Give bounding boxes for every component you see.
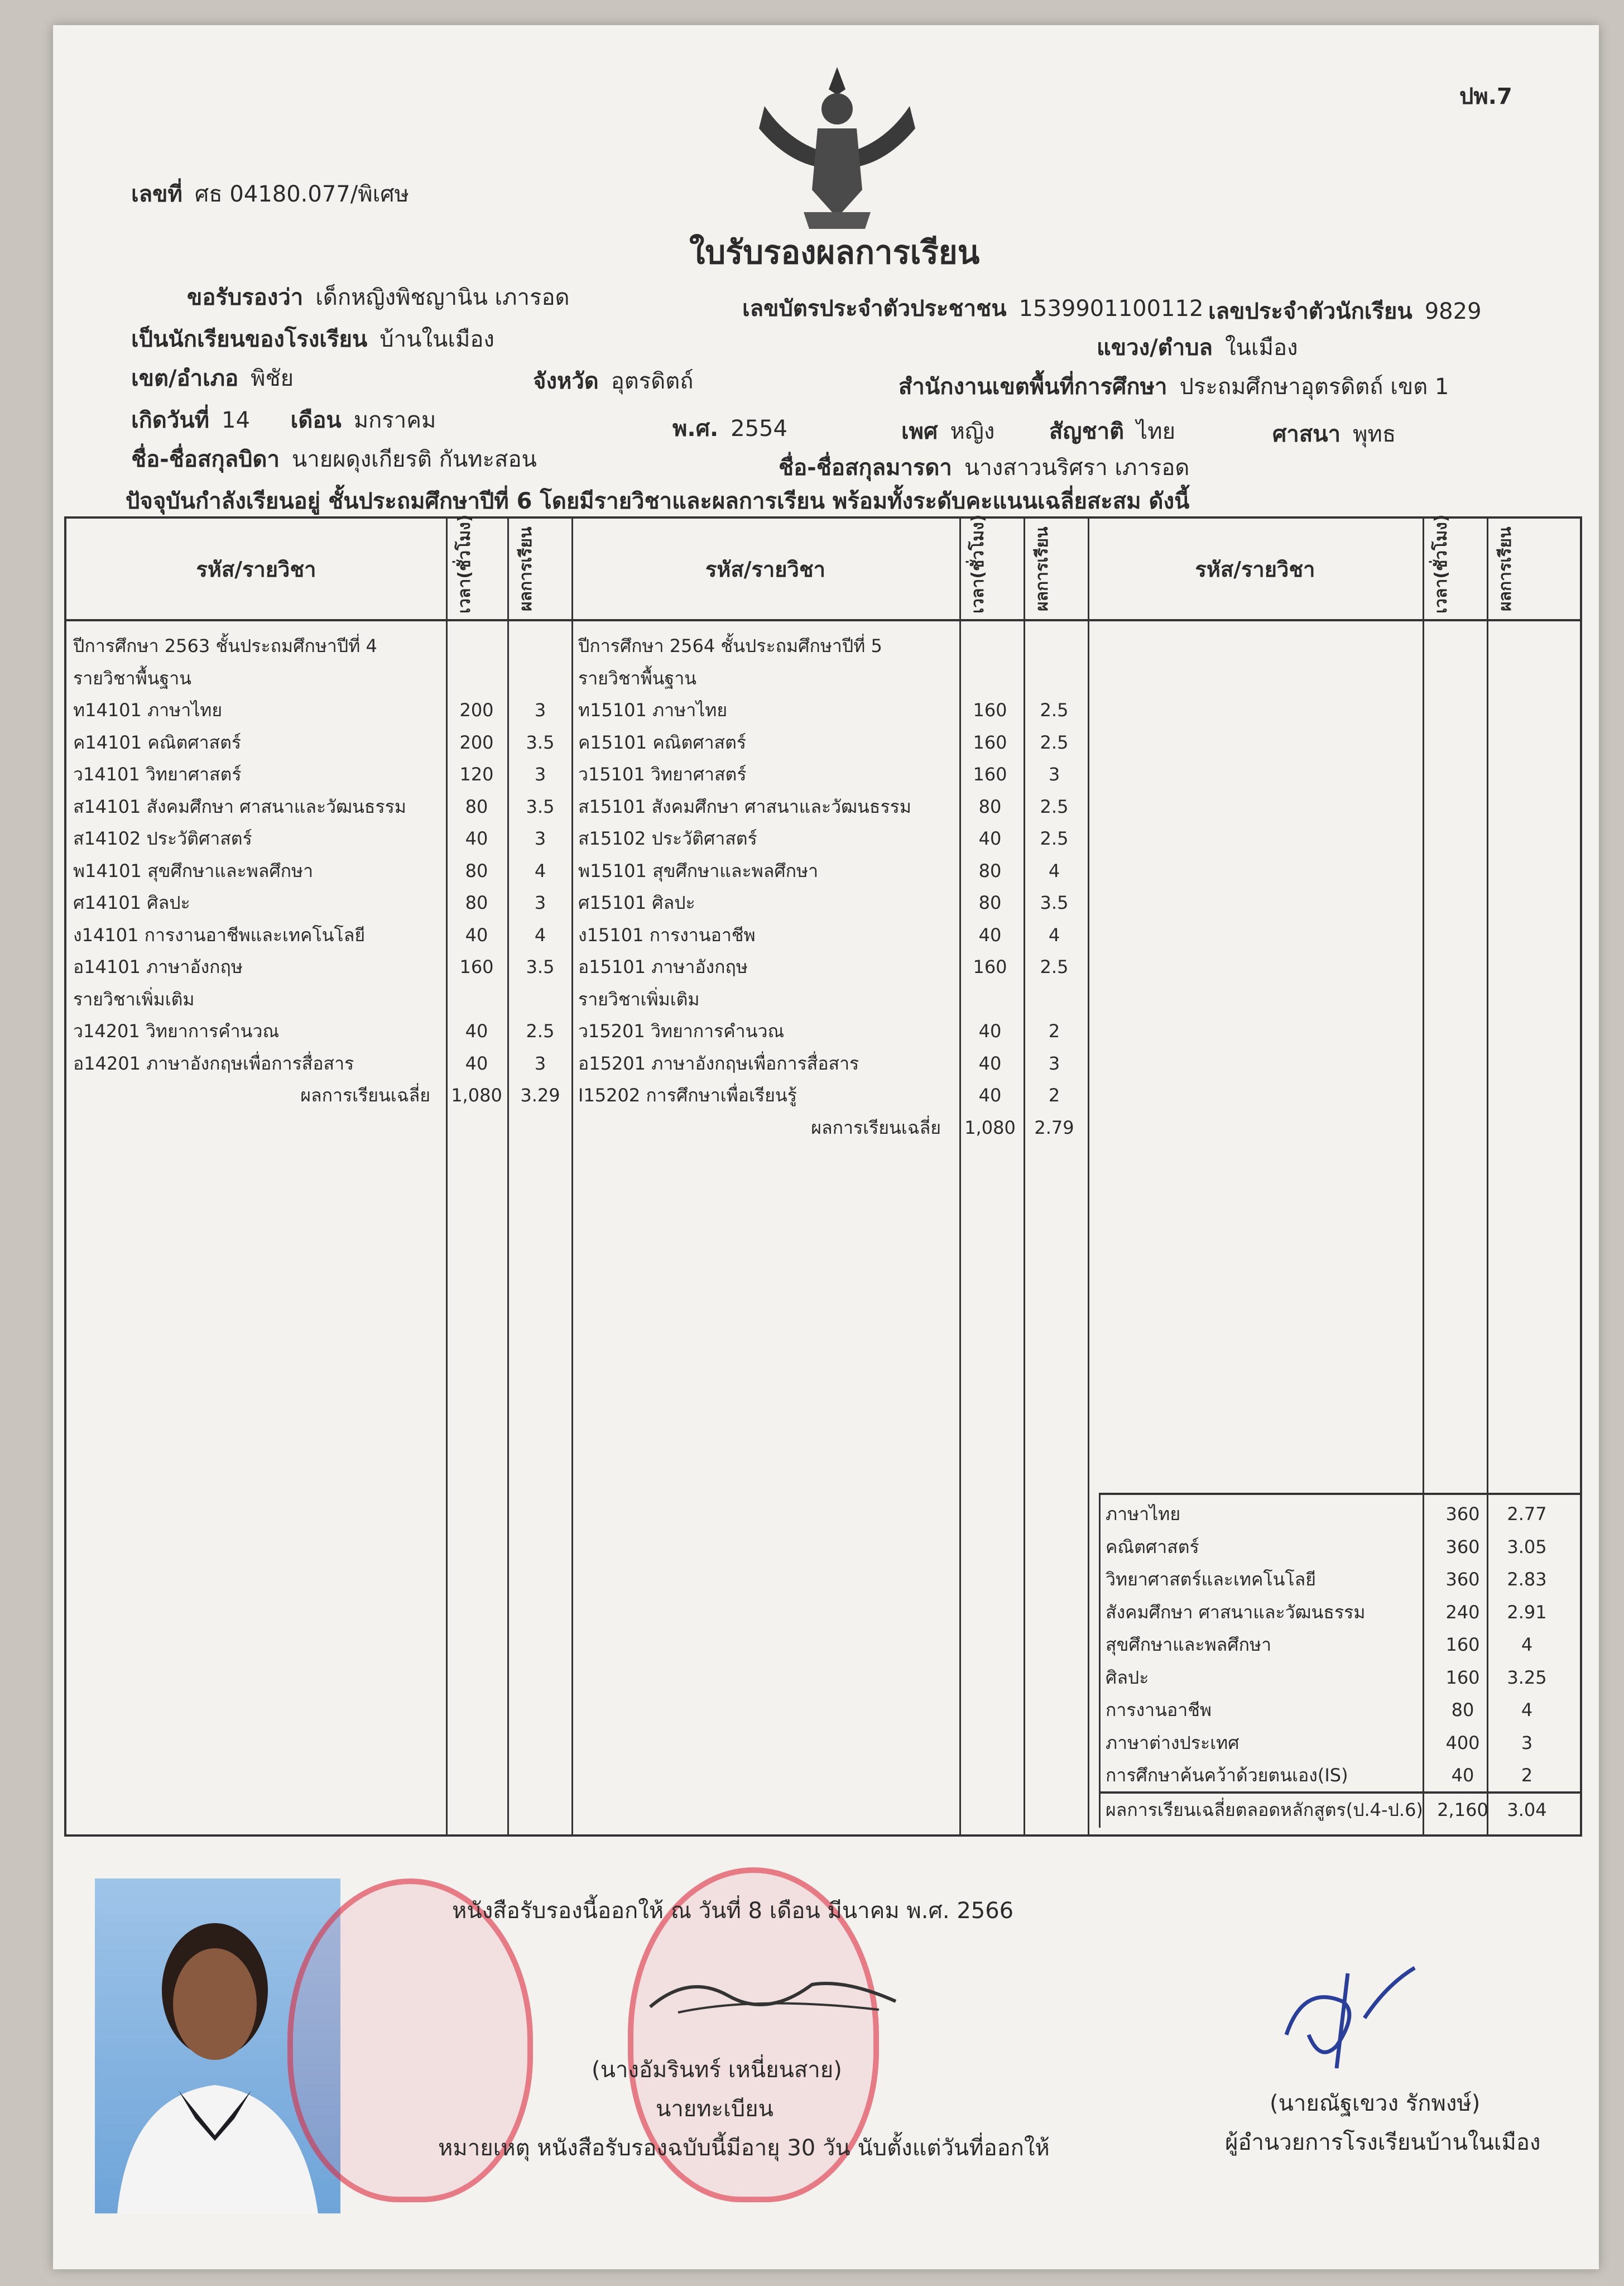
grade4-subject: ส14101 สังคมศึกษา ศาสนาและวัฒนธรรม [73, 795, 406, 817]
grade5-subject: ส15101 สังคมศึกษา ศาสนาและวัฒนธรรม [578, 795, 911, 817]
summary-subject: การศึกษาค้นคว้าด้วยตนเอง(IS) [1106, 1765, 1348, 1786]
summary-hours: 360 [1445, 1503, 1480, 1525]
grade4-subject: อ14201 ภาษาอังกฤษเพื่อการสื่อสาร [73, 1052, 354, 1074]
summary-row [1106, 1662, 1580, 1693]
overall-grade: 3.04 [1507, 1799, 1547, 1820]
grade5-grade: 2.5 [1040, 956, 1069, 977]
grade4-row [73, 855, 570, 886]
summary-grade: 3.05 [1507, 1536, 1547, 1557]
grade4-subject: อ14101 ภาษาอังกฤษ [73, 956, 243, 977]
director-name: (นายณัฐเขวง รักพงษ์) [1270, 2091, 1481, 2116]
summary-box [1099, 1493, 1582, 1828]
grade4-grade: 3.5 [526, 731, 555, 753]
overall-average-row [1106, 1794, 1580, 1825]
grade4-row [73, 984, 570, 1015]
registrar-signature-icon [645, 1962, 901, 2024]
grade4-subject: ว14201 วิทยาการคำนวณ [73, 1020, 280, 1042]
grade5-row [578, 887, 1080, 918]
current-status-text: ปัจจุบันกำลังเรียนอยู่ ชั้นประถมศึกษาปีที่ 6 โดยมีรายวิชาและผลการเรียน พร้อมทั้งระดับคะแนนเฉลี่ยสะสม ดังนี้ [126, 488, 1190, 514]
summary-subject: การงานอาชีพ [1106, 1699, 1212, 1721]
grade5-row [578, 727, 1080, 758]
grade5-grade: 2.5 [1040, 828, 1069, 849]
grade4-hours: 40 [465, 828, 488, 849]
sex: เพศ หญิง [901, 419, 995, 444]
col3-grade-header: ผลการเรียน [1496, 526, 1515, 611]
grade5-grade: 3 [1048, 764, 1060, 785]
grade5-grade: 2.79 [1034, 1116, 1074, 1138]
certificate-paper [53, 25, 1599, 2269]
grade5-subject: ปีการศึกษา 2564 ชั้นประถมศึกษาปีที่ 5 [578, 635, 882, 656]
id-card: เลขบัตรประจำตัวประชาชน 1539901100112 [742, 296, 1204, 322]
grade5-row [578, 823, 1080, 854]
grade4-grade: 3 [534, 828, 546, 849]
registrar-name: (นางอัมรินทร์ เหนี่ยนสาย) [592, 2057, 842, 2083]
summary-row [1106, 1760, 1580, 1791]
grade5-hours: 80 [978, 892, 1002, 913]
grade5-row [578, 759, 1080, 790]
grade4-row [73, 630, 570, 662]
col3-subject-header: รหัส/รายวิชา [1195, 557, 1315, 582]
subdistrict: แขวง/ตำบล ในเมือง [1097, 335, 1298, 361]
grade5-row [578, 919, 1080, 951]
grade5-row [578, 1048, 1080, 1079]
summary-subject: สุขศึกษาและพลศึกษา [1106, 1634, 1272, 1655]
grade4-row [73, 663, 570, 694]
grade4-row [73, 791, 570, 822]
grade4-grade: 3 [534, 764, 546, 785]
grade5-hours: 40 [978, 1085, 1002, 1106]
grade5-subject: อ15101 ภาษาอังกฤษ [578, 956, 748, 977]
grade4-subject: รายวิชาพื้นฐาน [73, 667, 192, 689]
grade5-subject: รายวิชาพื้นฐาน [578, 667, 697, 689]
grade5-grade: 3 [1048, 1052, 1060, 1074]
grade5-hours: 40 [978, 1052, 1002, 1074]
grade5-hours: 80 [978, 860, 1002, 881]
grade4-row [73, 694, 570, 726]
grade5-hours: 80 [978, 795, 1002, 817]
summary-subject: วิทยาศาสตร์และเทคโนโลยี [1106, 1569, 1317, 1590]
grade5-subject: I15202 การศึกษาเพื่อเรียนรู้ [578, 1085, 797, 1106]
grade5-subject: ว15101 วิทยาศาสตร์ [578, 764, 747, 785]
grade5-subject: อ15201 ภาษาอังกฤษเพื่อการสื่อสาร [578, 1052, 859, 1074]
grade4-grade: 3 [534, 1052, 546, 1074]
student-id: เลขประจำตัวนักเรียน 9829 [1208, 299, 1482, 324]
document-number: เลขที่ ศธ 04180.077/พิเศษ [131, 181, 410, 207]
grade4-grade: 3 [534, 892, 546, 913]
grade5-row [578, 855, 1080, 886]
grade4-row [73, 1080, 570, 1111]
grade5-grade: 4 [1048, 924, 1060, 946]
summary-hours: 360 [1445, 1536, 1480, 1557]
summary-subject: ภาษาต่างประเทศ [1106, 1732, 1239, 1753]
grade5-row [578, 663, 1080, 694]
overall-average-label: ผลการเรียนเฉลี่ยตลอดหลักสูตร(ป.4-ป.6) [1106, 1799, 1423, 1820]
grade4-row [73, 1015, 570, 1047]
grade4-hours: 80 [465, 795, 488, 817]
grade4-row [73, 951, 570, 983]
grade4-grade: 3 [534, 699, 546, 721]
grade4-hours: 40 [465, 1052, 488, 1074]
grade4-row [73, 823, 570, 854]
grade4-hours: 40 [465, 924, 488, 946]
grade4-hours: 120 [459, 764, 494, 785]
summary-row [1106, 1597, 1580, 1628]
grade4-grade: 3.5 [526, 956, 555, 977]
overall-hours: 2,160 [1437, 1799, 1488, 1820]
grade5-subject: ศ15101 ศิลปะ [578, 892, 695, 913]
grade5-subject: รายวิชาเพิ่มเติม [578, 988, 700, 1010]
province: จังหวัด อุตรดิตถ์ [533, 368, 694, 394]
grade5-hours: 40 [978, 1020, 1002, 1042]
summary-hours: 160 [1445, 1634, 1480, 1655]
grade5-subject: พ15101 สุขศึกษาและพลศึกษา [578, 860, 819, 881]
grade5-row [578, 1080, 1080, 1111]
summary-grade: 2.83 [1507, 1569, 1547, 1590]
summary-subject: ศิลปะ [1106, 1666, 1149, 1688]
director-title: ผู้อำนวยการโรงเรียนบ้านในเมือง [1225, 2130, 1541, 2155]
grade5-subject: ง15101 การงานอาชีพ [578, 924, 756, 946]
birth-year: พ.ศ. 2554 [672, 416, 787, 442]
summary-row [1106, 1727, 1580, 1758]
grade5-subject: ผลการเรียนเฉลี่ย [811, 1116, 941, 1138]
grade5-grade: 2.5 [1040, 699, 1069, 721]
registrar-title: นายทะเบียน [656, 2096, 773, 2122]
grade5-grade: 4 [1048, 860, 1060, 881]
grade5-grade: 2 [1048, 1085, 1060, 1106]
grade4-row [73, 1048, 570, 1079]
grade4-hours: 200 [459, 699, 494, 721]
col1-subject-header: รหัส/รายวิชา [196, 557, 316, 582]
summary-row [1106, 1564, 1580, 1595]
summary-row [1106, 1498, 1580, 1530]
religion: ศาสนา พุทธ [1272, 421, 1396, 447]
grade4-row [73, 887, 570, 918]
summary-row [1106, 1531, 1580, 1563]
garuda-emblem-icon [753, 56, 921, 234]
grade4-subject: ว14101 วิทยาศาสตร์ [73, 764, 242, 785]
page-title: ใบรับรองผลการเรียน [689, 233, 980, 271]
grade5-hours: 40 [978, 924, 1002, 946]
summary-hours: 80 [1451, 1699, 1474, 1721]
birth-date: เกิดวันที่ 14 เดือน มกราคม [131, 408, 436, 433]
grade4-grade: 4 [534, 924, 546, 946]
grade5-row [578, 694, 1080, 726]
summary-grade: 4 [1521, 1634, 1533, 1655]
grade5-row [578, 984, 1080, 1015]
grade5-subject: ท15101 ภาษาไทย [578, 699, 728, 721]
col2-grade-header: ผลการเรียน [1032, 526, 1052, 611]
issue-date: หนังสือรับรองนี้ออกให้ ณ วันที่ 8 เดือน มีนาคม พ.ศ. 2566 [452, 1898, 1014, 1924]
validity-note: หมายเหตุ หนังสือรับรองฉบับนี้มีอายุ 30 วัน นับตั้งแต่วันที่ออกให้ [438, 2135, 1050, 2161]
mother-name: ชื่อ-ชื่อสกุลมารดา นางสาวนริศรา เภารอด [779, 455, 1190, 481]
summary-grade: 4 [1521, 1699, 1533, 1721]
grade5-grade: 3.5 [1040, 892, 1069, 913]
grade4-grade: 3.29 [520, 1085, 560, 1106]
grade5-subject: ส15102 ประวัติศาสตร์ [578, 828, 757, 849]
grade4-hours: 160 [459, 956, 494, 977]
summary-grade: 2.91 [1507, 1601, 1547, 1623]
grade5-hours: 40 [978, 828, 1002, 849]
grade4-hours: 40 [465, 1020, 488, 1042]
grade4-row [73, 759, 570, 790]
grade5-grade: 2.5 [1040, 795, 1069, 817]
summary-subject: สังคมศึกษา ศาสนาและวัฒนธรรม [1106, 1601, 1366, 1623]
summary-grade: 2.77 [1507, 1503, 1547, 1525]
grade5-row [578, 951, 1080, 983]
col2-subject-header: รหัส/รายวิชา [705, 557, 825, 582]
summary-hours: 360 [1445, 1569, 1480, 1590]
summary-row [1106, 1694, 1580, 1726]
grade5-hours: 160 [973, 956, 1007, 977]
summary-hours: 160 [1445, 1666, 1480, 1688]
col2-hours-header: เวลา(ชั่วโมง) [968, 514, 988, 614]
grade5-row [578, 791, 1080, 822]
grade4-row [73, 919, 570, 951]
grade5-subject: ค15101 คณิตศาสตร์ [578, 731, 747, 753]
district: เขต/อำเภอ พิชัย [131, 366, 294, 391]
summary-subject: คณิตศาสตร์ [1106, 1536, 1199, 1557]
grade5-row [578, 1015, 1080, 1047]
summary-row [1106, 1629, 1580, 1660]
summary-hours: 400 [1445, 1732, 1480, 1753]
grade4-hours: 80 [465, 892, 488, 913]
summary-hours: 40 [1451, 1765, 1474, 1786]
grade5-hours: 1,080 [964, 1116, 1016, 1138]
student-name: ขอรับรองว่า เด็กหญิงพิชญานิน เภารอด [187, 285, 570, 310]
grade5-hours: 160 [973, 764, 1007, 785]
summary-grade: 3 [1521, 1732, 1533, 1753]
grade4-hours: 200 [459, 731, 494, 753]
col1-hours-header: เวลา(ชั่วโมง) [455, 514, 474, 614]
grade4-grade: 2.5 [526, 1020, 555, 1042]
summary-grade: 3.25 [1507, 1666, 1547, 1688]
grade4-subject: ผลการเรียนเฉลี่ย [300, 1085, 430, 1106]
father-name: ชื่อ-ชื่อสกุลบิดา นายผดุงเกียรติ กันทะสอน [131, 447, 537, 472]
grade4-subject: ศ14101 ศิลปะ [73, 892, 190, 913]
grade5-row [578, 1112, 1080, 1143]
grades-table [64, 516, 1582, 1837]
grade4-subject: พ14101 สุขศึกษาและพลศึกษา [73, 860, 314, 881]
grade5-hours: 160 [973, 699, 1007, 721]
grade4-subject: ปีการศึกษา 2563 ชั้นประถมศึกษาปีที่ 4 [73, 635, 377, 656]
grade4-hours: 1,080 [451, 1085, 502, 1106]
director-signature-icon [1270, 1951, 1437, 2079]
grade4-subject: รายวิชาเพิ่มเติม [73, 988, 195, 1010]
grade4-subject: ค14101 คณิตศาสตร์ [73, 731, 242, 753]
grade4-hours: 80 [465, 860, 488, 881]
summary-subject: ภาษาไทย [1106, 1503, 1181, 1525]
grade5-grade: 2.5 [1040, 731, 1069, 753]
grade4-subject: ง14101 การงานอาชีพและเทคโนโลยี [73, 924, 366, 946]
col3-hours-header: เวลา(ชั่วโมง) [1431, 514, 1451, 614]
col1-grade-header: ผลการเรียน [516, 526, 536, 611]
education-office: สำนักงานเขตพื้นที่การศึกษา ประถมศึกษาอุตรดิตถ์ เขต 1 [899, 374, 1449, 400]
summary-grade: 2 [1521, 1765, 1533, 1786]
grade5-row [578, 630, 1080, 662]
grade4-subject: ท14101 ภาษาไทย [73, 699, 223, 721]
grade5-grade: 2 [1048, 1020, 1060, 1042]
grade4-row [73, 727, 570, 758]
summary-hours: 240 [1445, 1601, 1480, 1623]
form-code: ปพ.7 [1459, 84, 1512, 109]
grade5-hours: 160 [973, 731, 1007, 753]
school: เป็นนักเรียนของโรงเรียน บ้านในเมือง [131, 327, 494, 352]
nationality: สัญชาติ ไทย [1049, 419, 1176, 444]
grade4-grade: 3.5 [526, 795, 555, 817]
grade4-grade: 4 [534, 860, 546, 881]
grade5-subject: ว15201 วิทยาการคำนวณ [578, 1020, 785, 1042]
grade4-subject: ส14102 ประวัติศาสตร์ [73, 828, 252, 849]
